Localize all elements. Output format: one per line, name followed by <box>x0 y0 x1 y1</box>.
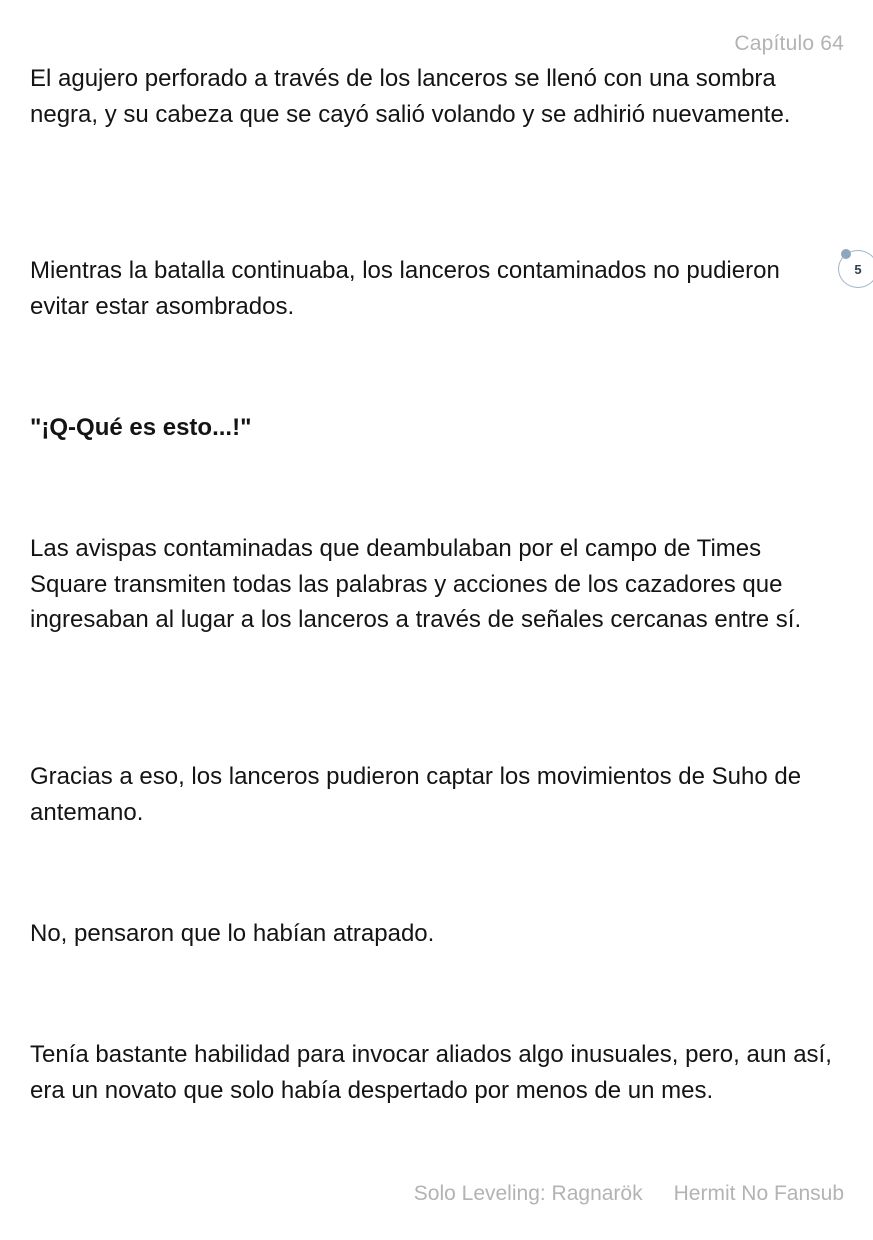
footer-group-name: Hermit No Fansub <box>673 1182 844 1205</box>
footer <box>414 1182 844 1206</box>
paragraph: Mientras la batalla continuaba, los lanceros contaminados no pudieron evitar estar asombrados. <box>30 257 780 320</box>
page-number-badge[interactable]: 5 <box>838 250 873 288</box>
dialogue-paragraph: "¡Q-Qué es esto...!" <box>30 414 252 441</box>
page-marker-dot-icon <box>841 249 851 259</box>
chapter-header: Capítulo 64 <box>734 32 844 55</box>
paragraph: Tenía bastante habilidad para invocar aliados algo inusuales, pero, aun así, era un novato que solo había despertado por menos de un mes. <box>30 1041 832 1104</box>
paragraph: El agujero perforado a través de los lanceros se llenó con una sombra negra, y su cabeza que se cayó salió volando y se adhirió nuevamente. <box>30 65 791 128</box>
paragraph: Las avispas contaminadas que deambulaban por el campo de Times Square transmiten todas las palabras y acciones de los cazadores que ingresaban al lugar a los lanceros a través de señales cercanas entre sí. <box>30 535 802 633</box>
paragraph: No, pensaron que lo habían atrapado. <box>30 920 435 947</box>
footer-series-title: Solo Leveling: Ragnarök <box>413 1182 643 1205</box>
paragraph: Gracias a eso, los lanceros pudieron captar los movimientos de Suho de antemano. <box>30 763 802 826</box>
